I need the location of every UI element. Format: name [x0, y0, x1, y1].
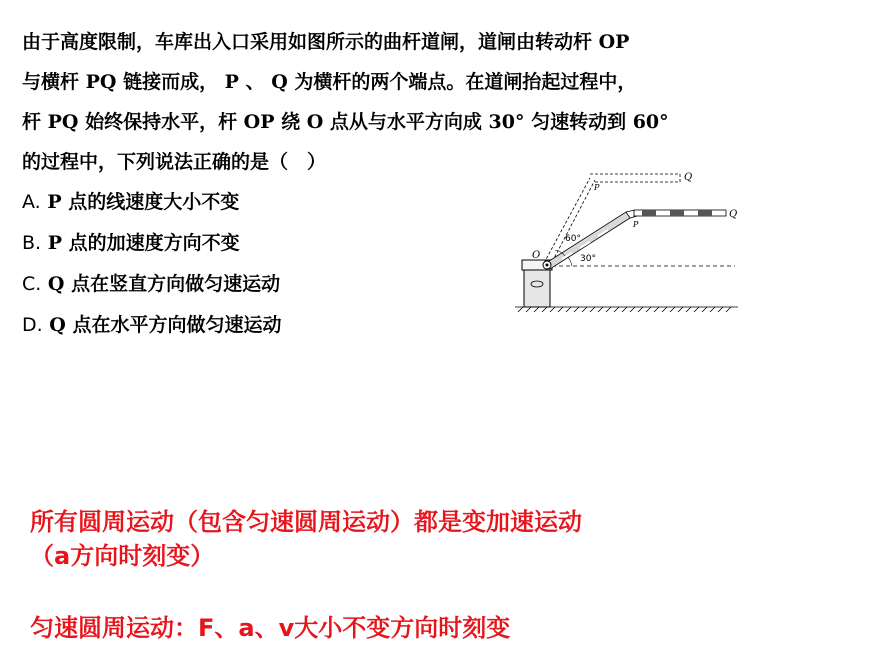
- question-text: [22, 22, 822, 182]
- option-a-letter: A.: [22, 191, 41, 213]
- question-line-2: 与横杆 PQ 链接而成， P 、 Q 为横杆的两个端点。在道闸抬起过程中，: [22, 71, 637, 93]
- option-a-text: P 点的线速度大小不变: [40, 191, 240, 213]
- angle-arc-30: [568, 257, 572, 266]
- option-d-letter: D.: [22, 314, 43, 336]
- label-p-30: P: [633, 220, 639, 229]
- note-line-1: 所有圆周运动（包含匀速圆周运动）都是变加速运动: [30, 508, 582, 536]
- note-line-2: （a方向时刻变）: [30, 542, 215, 570]
- option-a[interactable]: [22, 182, 281, 223]
- teacher-notes: [30, 505, 582, 645]
- label-o: O: [532, 250, 541, 261]
- question-line-3: 杆 PQ 始终保持水平，杆 OP 绕 O 点从与水平方向成 30° 匀速转动到 60°: [22, 111, 669, 133]
- option-c-letter: C.: [22, 273, 42, 295]
- option-b[interactable]: [22, 223, 281, 264]
- note-line-3: 匀速圆周运动：F、a、v大小不变方向时刻变: [30, 614, 511, 642]
- angle-label-30: 30°: [580, 254, 596, 264]
- question-line-1: 由于高度限制，车库出入口采用如图所示的曲杆道闸，道闸由转动杆 OP: [22, 31, 630, 53]
- angle-label-60: 60°: [565, 234, 581, 244]
- label-q-raised: Q: [684, 172, 693, 183]
- crossbar-pq: [634, 210, 726, 216]
- barrier-gate-diagram: [510, 160, 745, 325]
- answer-options: [22, 182, 281, 346]
- option-d-text: Q 点在水平方向做匀速运动: [42, 314, 282, 336]
- question-line-4: 的过程中，下列说法正确的是（ ）: [22, 151, 327, 173]
- label-q-30: Q: [729, 209, 738, 220]
- option-b-letter: B.: [22, 232, 42, 254]
- option-c-text: Q 点在竖直方向做匀速运动: [41, 273, 281, 295]
- label-p-raised: P: [594, 183, 600, 192]
- option-c[interactable]: [22, 264, 281, 305]
- option-d[interactable]: [22, 305, 281, 346]
- ground-hatching: [515, 307, 738, 312]
- option-b-text: P 点的加速度方向不变: [41, 232, 240, 254]
